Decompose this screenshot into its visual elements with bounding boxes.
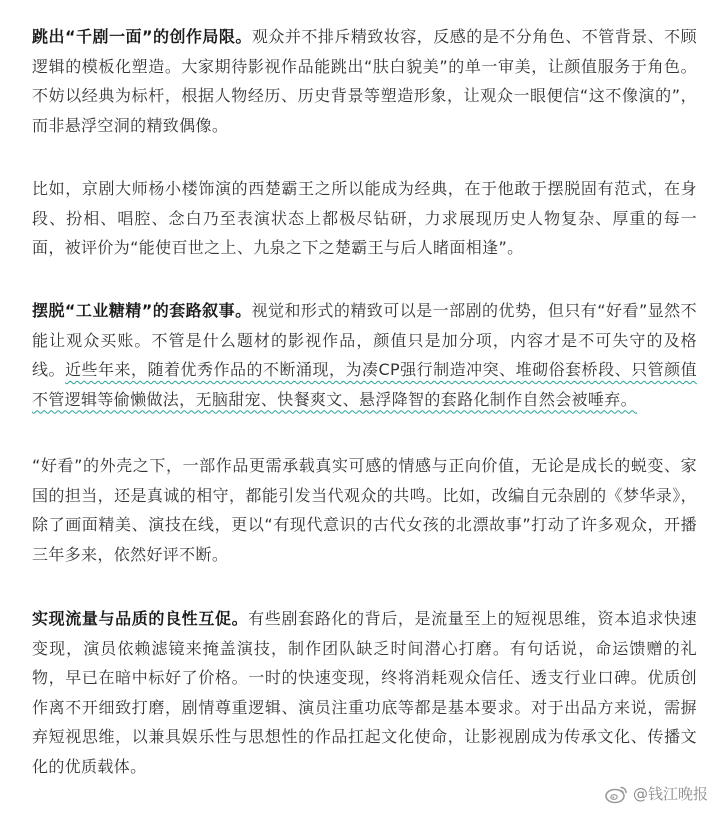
paragraph-5-heading: 实现流量与品质的良性互促。	[32, 609, 249, 628]
weibo-icon	[605, 784, 629, 804]
paragraph-3	[32, 296, 697, 414]
paragraph-1-heading: 跳出“千剧一面”的创作局限。	[32, 27, 252, 46]
paragraph-4-text: “好看”的外壳之下，一部作品更需承载真实可感的情感与正向价值，无论是成长的蜕变、家国的担当，还是真诚的相守，都能引发当代观众的共鸣。比如，改编自元杂剧的《梦华录》，除了画面精美、演技在线，更以“有现代意识的古代女孩的北漂故事”打动了许多观众，开播三年多来，依然好评不断。	[32, 456, 697, 564]
paragraph-2	[32, 174, 697, 263]
watermark-text: @钱江晚报	[632, 785, 708, 803]
paragraph-5-text: 有些剧套路化的背后，是流量至上的短视思维，资本追求快速变现，演员依赖滤镜来掩盖演技，制作团队缺乏时间潜心打磨。有句话说，命运馈赠的礼物，早已在暗中标好了价格。一时的快速变现，终将消耗观众信任、透支行业口碑。优质创作离不开细致打磨，剧情尊重逻辑、演员注重功底等都是基本要求。对于出品方来说，需摒弃短视思维，以兼具娱乐性与思想性的作品扛起文化使命，让影视剧成为传承文化、传播文化的优质载体。	[32, 609, 697, 776]
source-watermark	[605, 783, 708, 804]
paragraph-5	[32, 604, 697, 781]
paragraph-3-highlight: 近些年来，随着优秀作品的不断涌现，为凑CP强行制造冲突、堆砌俗套桥段、只管颜值不管逻辑等偷懒做法，无脑甜宠、快餐爽文、悬浮降智的套路化制作自然会被唾弃。	[32, 360, 697, 409]
paragraph-3-text: 视觉和形式的精致可以是一部剧的优势，但只有“好看”显然不能让观众买账。不管是什么题材的影视作品，颜值只是加分项，内容才是不可失守的及格线。	[32, 301, 697, 379]
paragraph-1	[32, 22, 697, 140]
paragraph-4	[32, 451, 697, 569]
paragraph-2-text: 比如，京剧大师杨小楼饰演的西楚霸王之所以能成为经典，在于他敢于摆脱固有范式，在身段、扮相、唱腔、念白乃至表演状态上都极尽钻研，力求展现历史人物复杂、厚重的每一面，被评价为“能使百世之上、九泉之下之楚霸王与后人睹面相逢”。	[32, 179, 697, 257]
paragraph-1-text: 观众并不排斥精致妆容，反感的是不分角色、不管背景、不顾逻辑的模板化塑造。大家期待影视作品能跳出“肤白貌美”的单一审美，让颜值服务于角色。不妨以经典为标杆，根据人物经历、历史背景等塑造形象，让观众一眼便信“这不像演的”，而非悬浮空洞的精致偶像。	[32, 27, 698, 135]
paragraph-3-heading: 摆脱“工业糖精”的套路叙事。	[32, 301, 252, 320]
